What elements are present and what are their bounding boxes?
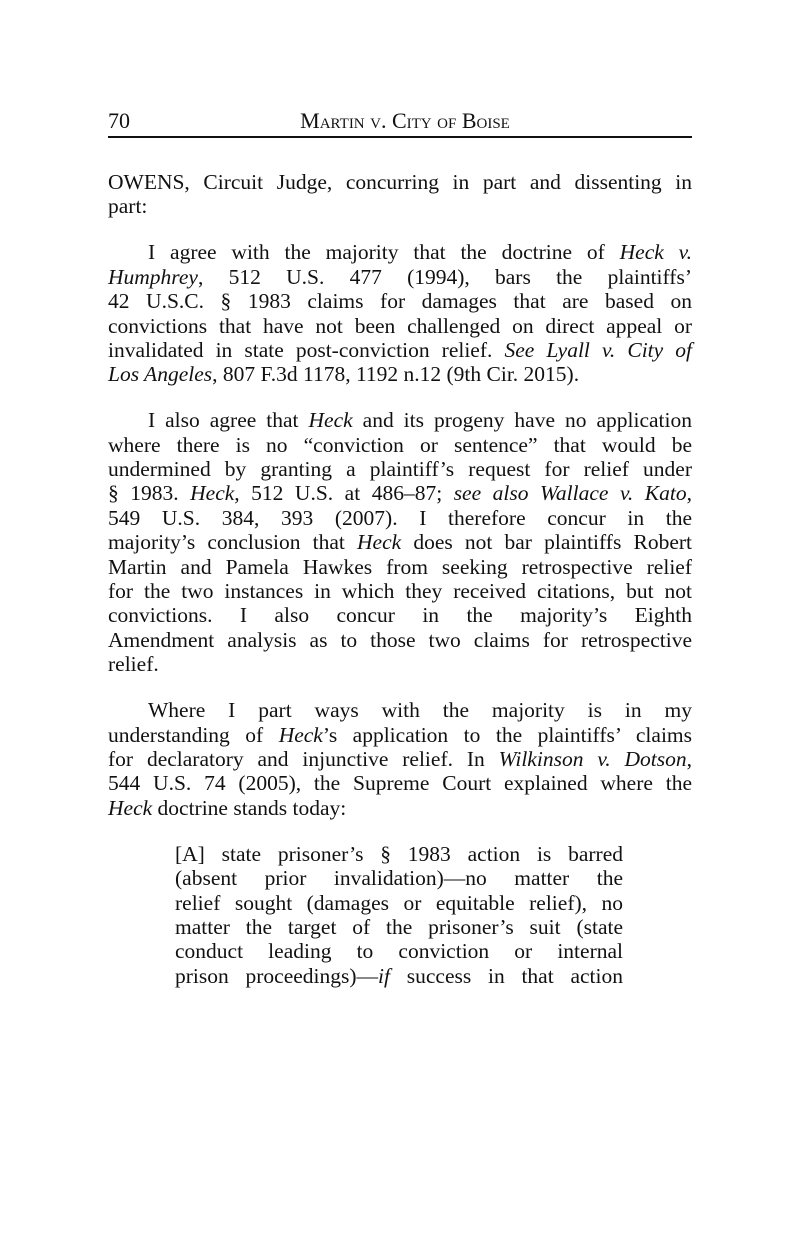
text-line [108,170,692,194]
text-segment: 549 U.S. 384, 393 (2007). I therefore concur in the [108,505,692,530]
text-line [108,314,692,338]
text-line [108,530,692,554]
text-line [175,915,623,939]
running-title: Martin v. City of Boise [300,108,510,133]
italic-citation: See Lyall v. City of [504,337,692,362]
text-segment: [A] state prisoner’s § 1983 action is barred [175,841,623,866]
text-segment: convictions. I also concur in the majority’s Eighth [108,603,692,628]
text-line [108,433,692,457]
text-line [108,408,692,432]
page-number: 70 [108,108,130,133]
text-line [108,723,692,747]
text-line [108,652,692,676]
text-segment: relief sought (damages or equitable relief), no [175,890,623,915]
text-line [108,796,692,820]
text-segment: convictions that have not been challenged on direct appeal or [108,313,692,338]
text-line [108,457,692,481]
text-line [108,506,692,530]
text-segment: Martin and Pamela Hawkes from seeking retrospective relief [108,554,692,579]
text-segment: matter the target of the prisoner’s suit (state [175,914,623,939]
text-segment: I agree with the majority that the doctrine of [148,240,620,265]
text-segment: Amendment analysis as to those two claims for retrospective [108,627,692,652]
text-segment: and its progeny have no application [352,408,692,433]
text-line [175,866,623,890]
italic-citation: Heck [190,481,235,506]
text-line [108,555,692,579]
text-segment: for declaratory and injunctive relief. In [108,746,499,771]
text-segment: I also agree that [148,408,309,433]
text-segment: prison proceedings)— [175,963,379,988]
paragraph [108,170,692,219]
text-line [108,265,692,289]
text-segment: does not bar plaintiffs Robert [401,530,692,555]
text-line [108,289,692,313]
italic-citation: if [378,963,390,988]
text-segment: 544 U.S. 74 (2005), the Supreme Court explained where the [108,771,692,796]
text-segment: invalidated in state post-conviction relief. [108,337,505,362]
italic-citation: see also Wallace v. Kato [453,481,687,506]
text-segment: , 512 U.S. at 486–87; [234,481,454,506]
text-segment: part: [108,194,148,219]
text-line [108,338,692,362]
text-line [175,891,623,915]
text-line [108,194,692,218]
text-line [175,939,623,963]
text-segment: majority’s conclusion that [108,530,358,555]
text-segment: ’s application to the plaintiffs’ claims [322,722,693,747]
text-line [108,481,692,505]
paragraph [108,240,692,386]
block-quote [175,842,623,988]
text-line [108,698,692,722]
text-line [108,771,692,795]
text-line [108,579,692,603]
text-line [108,362,692,386]
text-line [175,842,623,866]
text-segment: conduct leading to conviction or internal [175,939,623,964]
text-line [108,240,692,264]
text-segment: doctrine stands today: [152,795,347,820]
text-line [175,964,623,988]
paragraph [108,698,692,820]
text-segment: 42 U.S.C. § 1983 claims for damages that are based on [108,289,692,314]
italic-citation: Los Angeles [108,362,213,387]
italic-citation: Heck v. [619,240,692,265]
italic-citation: Heck [278,722,323,747]
text-segment: , 512 U.S. 477 (1994), bars the plaintiffs’ [197,264,692,289]
text-segment: , [686,481,692,506]
text-segment: success in that action [390,963,623,988]
text-segment: (absent prior invalidation)—no matter the [175,866,623,891]
italic-citation: Wilkinson v. Dotson [498,746,687,771]
text-line [108,747,692,771]
text-segment: § 1983. [108,481,191,506]
text-segment: Where I part ways with the majority is in my [148,698,692,723]
text-segment: undermined by granting a plaintiff’s request for relief under [108,457,692,482]
text-segment: for the two instances in which they received citations, but not [108,579,692,604]
italic-citation: Heck [357,530,402,555]
opinion-body [108,170,692,1010]
italic-citation: Humphrey [108,264,198,289]
paragraph [108,408,692,676]
text-segment: relief. [108,652,159,677]
text-segment: where there is no “conviction or sentence” that would be [108,432,692,457]
text-line [108,628,692,652]
text-line [108,603,692,627]
text-segment: , [686,746,692,771]
text-segment: OWENS, Circuit Judge, concurring in part and dissenting in [108,170,692,194]
italic-citation: Heck [308,408,353,433]
running-header [108,106,692,138]
text-segment: understanding of [108,722,279,747]
italic-citation: Heck [108,795,153,820]
text-segment: , 807 F.3d 1178, 1192 n.12 (9th Cir. 2015). [212,362,580,387]
